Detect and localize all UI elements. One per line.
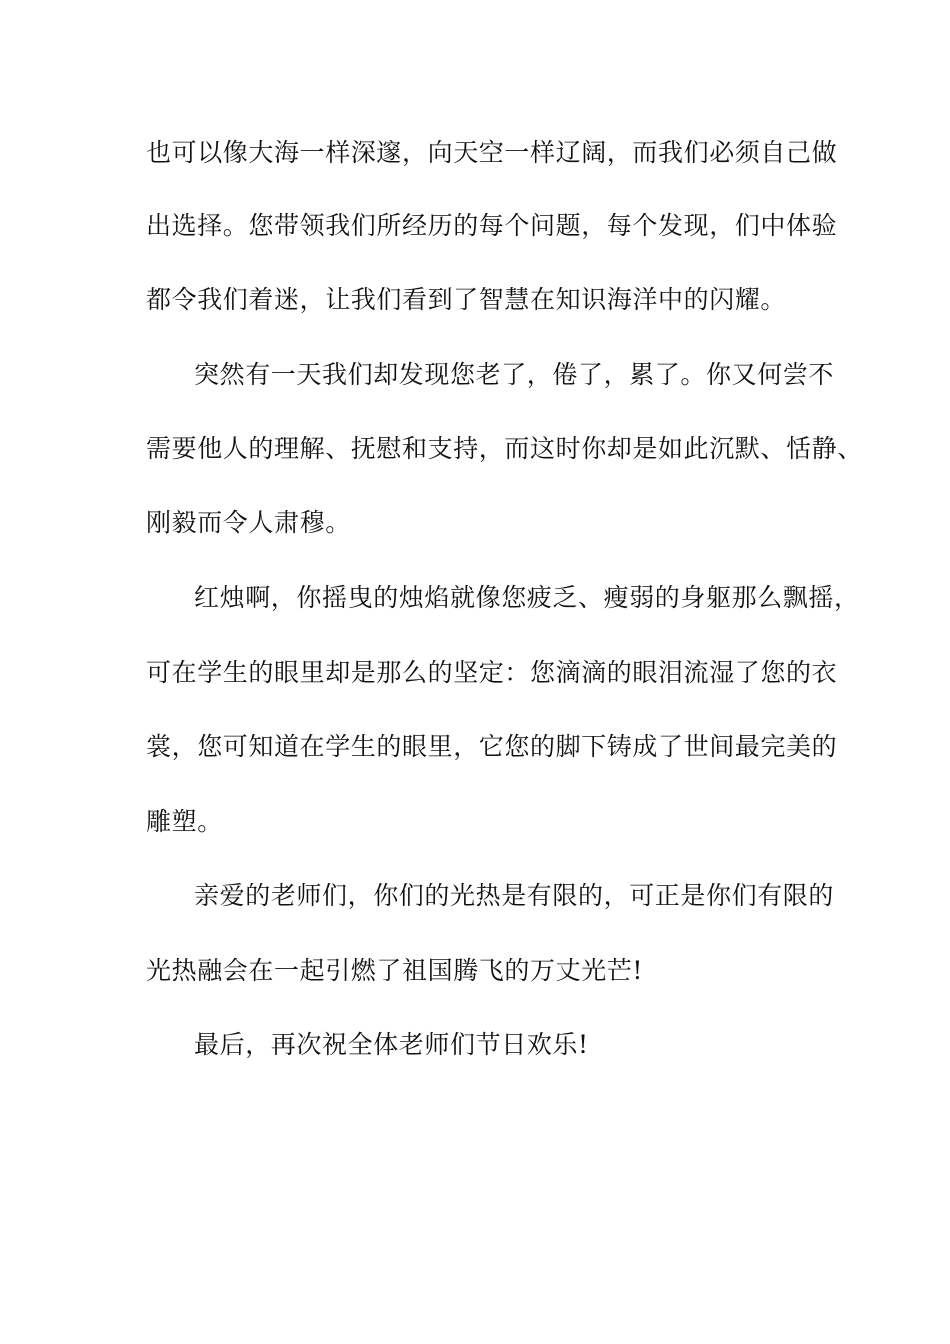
text-line: 光热融会在一起引燃了祖国腾飞的万丈光芒! (146, 956, 644, 985)
text-line: 也可以像大海一样深邃，向天空一样辽阔，而我们必须自己做 (146, 138, 838, 167)
text-line: 都令我们着迷，让我们看到了智慧在知识海洋中的闪耀。 (146, 285, 787, 314)
paragraph-first-line: 突然有一天我们却发现您老了，倦了，累了。你又何尝不 (194, 360, 835, 389)
text-line: 需要他人的理解、抚慰和支持，而这时你却是如此沉默、恬静、 (146, 434, 863, 463)
text-line: 裳，您可知道在学生的眼里，它您的脚下铸成了世间最完美的 (146, 732, 838, 761)
paragraph-first-line: 最后，再次祝全体老师们节日欢乐! (194, 1030, 589, 1059)
paragraph-first-line: 红烛啊，你摇曳的烛焰就像您疲乏、瘦弱的身躯那么飘摇， (194, 583, 860, 612)
text-line: 出选择。您带领我们所经历的每个问题，每个发现，们中体验 (146, 211, 838, 240)
paragraph-first-line: 亲爱的老师们，你们的光热是有限的，可正是你们有限的 (194, 881, 835, 910)
text-line: 雕塑。 (146, 807, 223, 836)
text-line: 刚毅而令人肃穆。 (146, 508, 351, 537)
text-line: 可在学生的眼里却是那么的坚定：您滴滴的眼泪流湿了您的衣 (146, 658, 838, 687)
